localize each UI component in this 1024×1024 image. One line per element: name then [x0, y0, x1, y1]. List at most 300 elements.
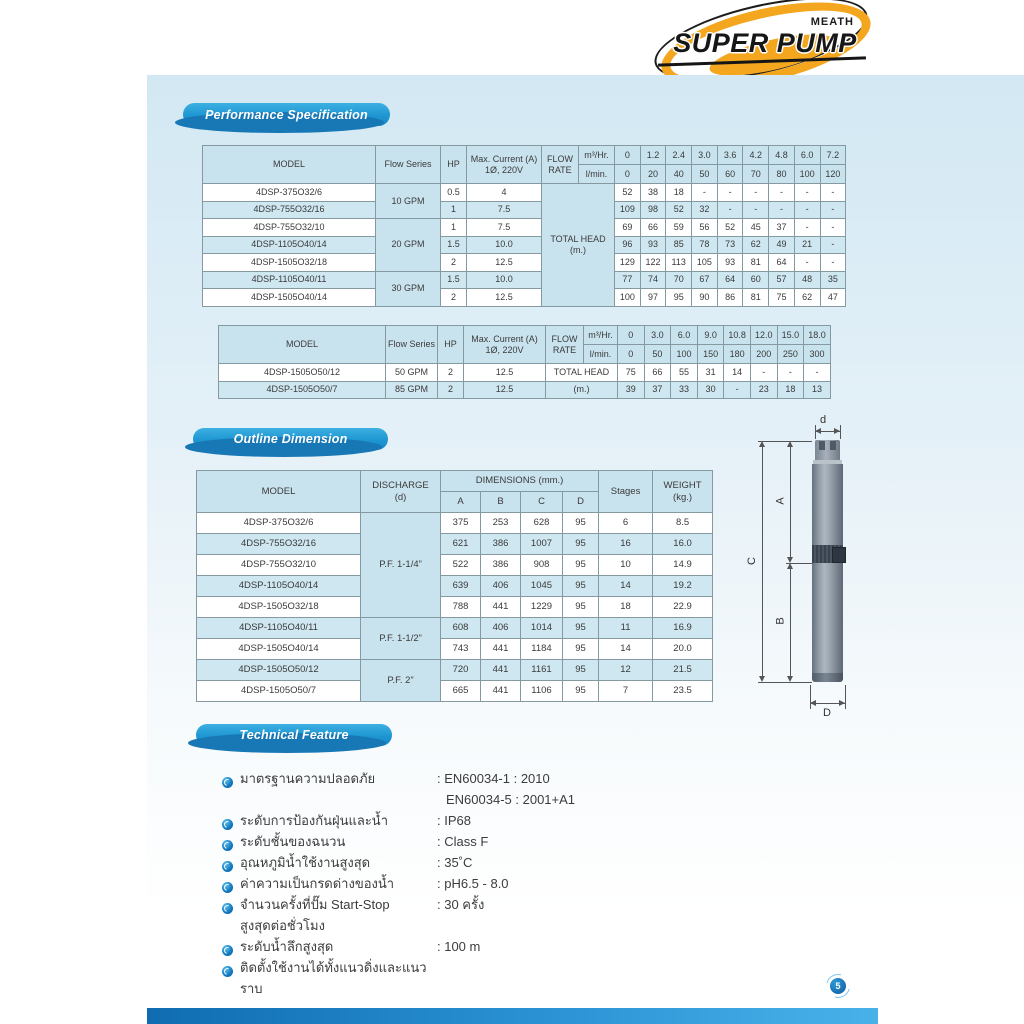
table-cell: 1106 [521, 681, 563, 702]
table-cell: 6.0 [671, 326, 698, 345]
table-cell: D [563, 492, 599, 513]
section-title-technical: Technical Feature [196, 724, 392, 746]
section-title-performance: Performance Specification [183, 103, 390, 126]
feature-label: ระดับชั้นของฉนวน [240, 834, 346, 849]
feature-label: มาตรฐานความปลอดภัย [240, 771, 376, 786]
table-cell: 0 [618, 345, 645, 364]
table-cell: - [794, 201, 820, 219]
performance-table-1 [202, 145, 846, 307]
table-cell: - [820, 236, 846, 254]
table-row [203, 219, 846, 237]
table-cell: 35 [820, 271, 846, 289]
table-row [197, 618, 713, 639]
table-cell: - [794, 254, 820, 272]
table-cell: 4DSP-1105O40/14 [203, 236, 376, 254]
dim-label-a: A [774, 497, 787, 505]
dim-ext-line [840, 425, 841, 439]
table-cell: 62 [794, 289, 820, 307]
table-cell: - [717, 184, 743, 202]
table-cell: 95 [563, 576, 599, 597]
table-cell: HP [441, 146, 467, 184]
table-cell: 4.2 [743, 146, 769, 165]
dim-ext-line [758, 682, 812, 683]
logo-brand-text: SUPER PUMP [673, 28, 857, 58]
table-cell: 100 [671, 345, 698, 364]
table-cell: 1.2 [640, 146, 666, 165]
table-cell: 64 [717, 271, 743, 289]
feature-row [222, 957, 842, 999]
table-cell: 0 [615, 146, 641, 165]
table-cell: - [769, 201, 795, 219]
table-cell: MODEL [203, 146, 376, 184]
table-cell: 18.0 [804, 326, 831, 345]
table-cell: 12 [599, 660, 653, 681]
table-cell: 18 [666, 184, 692, 202]
feature-value: : IP68 [437, 813, 471, 828]
dim-ext-line [845, 685, 846, 709]
table-cell: 70 [743, 165, 769, 184]
table-cell: 4DSP-755O32/10 [197, 555, 361, 576]
table-cell: 37 [644, 381, 671, 399]
performance-table-2 [218, 325, 831, 399]
table-cell: - [820, 254, 846, 272]
table-cell: 441 [481, 639, 521, 660]
table-cell: (m.) [546, 381, 618, 399]
swirl-bullet-icon [222, 882, 233, 893]
table-row [219, 381, 831, 399]
feature-row [222, 936, 842, 957]
table-cell: 55 [671, 364, 698, 382]
dim-ext-line [758, 441, 812, 442]
table-cell: - [820, 184, 846, 202]
dim-label-d-bottom: D [823, 707, 831, 719]
table-cell: 10.0 [467, 271, 542, 289]
table-cell: 665 [441, 681, 481, 702]
table-cell: 52 [615, 184, 641, 202]
table-cell: 23 [750, 381, 777, 399]
feature-value: : pH6.5 - 8.0 [437, 876, 509, 891]
table-cell: TOTAL HEAD [546, 364, 618, 382]
table-cell: 14 [599, 576, 653, 597]
table-cell: 18 [777, 381, 804, 399]
table-cell: 7.2 [820, 146, 846, 165]
table-cell: 23.5 [653, 681, 713, 702]
table-cell: 81 [743, 254, 769, 272]
table-cell: 1014 [521, 618, 563, 639]
table-cell: 96 [615, 236, 641, 254]
table-cell: 441 [481, 597, 521, 618]
table-cell: 0 [615, 165, 641, 184]
table-cell: 16.9 [653, 618, 713, 639]
table-cell: 75 [769, 289, 795, 307]
feature-label: ระดับน้ำลึกสูงสุด [240, 939, 334, 954]
table-cell: 7.5 [467, 219, 542, 237]
table-cell: 908 [521, 555, 563, 576]
table-cell: FLOW RATE [542, 146, 579, 184]
table-cell: WEIGHT (kg.) [653, 471, 713, 513]
table-cell: 60 [717, 165, 743, 184]
feature-value: : Class F [437, 834, 489, 849]
table-row [203, 146, 846, 165]
table-cell: 3.0 [644, 326, 671, 345]
table-cell: 10 GPM [376, 184, 441, 219]
technical-feature-list [222, 768, 842, 999]
table-cell: 12.5 [467, 254, 542, 272]
table-cell: 60 [743, 271, 769, 289]
feature-label: ติดตั้งใช้งานได้ทั้งแนวดิ่งและแนวราบ [240, 960, 427, 996]
table-cell: 4 [467, 184, 542, 202]
table-cell: 16.0 [653, 534, 713, 555]
table-cell: 2.4 [666, 146, 692, 165]
table-cell: 4DSP-1505O50/7 [197, 681, 361, 702]
table-cell: A [441, 492, 481, 513]
pump-cable-box [832, 547, 846, 563]
table-cell: 20.0 [653, 639, 713, 660]
page-number: 5 [835, 981, 841, 991]
table-cell: 22.9 [653, 597, 713, 618]
table-cell: P.F. 1-1/2” [361, 618, 441, 660]
table-cell: 95 [563, 555, 599, 576]
table-cell: 73 [717, 236, 743, 254]
table-cell: 1045 [521, 576, 563, 597]
table-cell: 0 [618, 326, 645, 345]
table-cell: 253 [481, 513, 521, 534]
table-cell: 14 [724, 364, 751, 382]
table-cell: 90 [692, 289, 718, 307]
table-cell: 3.0 [692, 146, 718, 165]
table-cell: 66 [644, 364, 671, 382]
table-cell: 45 [743, 219, 769, 237]
table-cell: 120 [820, 165, 846, 184]
table-cell: 70 [666, 271, 692, 289]
table-cell: 105 [692, 254, 718, 272]
table-cell: - [769, 184, 795, 202]
table-cell: 11 [599, 618, 653, 639]
table-cell: 3.6 [717, 146, 743, 165]
table-cell: 0.5 [441, 184, 467, 202]
table-cell: MODEL [197, 471, 361, 513]
table-cell: 621 [441, 534, 481, 555]
table-cell: 95 [666, 289, 692, 307]
table-cell: 95 [563, 639, 599, 660]
table-cell: 50 [644, 345, 671, 364]
feature-label: อุณหภูมิน้ำใช้งานสูงสุด [240, 855, 371, 870]
table-row [197, 513, 713, 534]
table-cell: 85 [666, 236, 692, 254]
table-cell: l/min. [579, 165, 615, 184]
swirl-bullet-icon [222, 861, 233, 872]
table-cell: 10.8 [724, 326, 751, 345]
section-title-outline: Outline Dimension [193, 428, 388, 450]
table-cell: 14 [599, 639, 653, 660]
table-cell: 441 [481, 660, 521, 681]
swirl-bullet-icon [222, 819, 233, 830]
table-cell: - [750, 364, 777, 382]
table-cell: 200 [750, 345, 777, 364]
table-cell: l/min. [584, 345, 618, 364]
table-cell: 4DSP-1505O32/18 [197, 597, 361, 618]
table-cell: 13 [804, 381, 831, 399]
table-cell: 4DSP-375O32/6 [203, 184, 376, 202]
table-cell: 1161 [521, 660, 563, 681]
table-cell: - [820, 201, 846, 219]
feature-row [222, 810, 842, 831]
arrowhead-icon [759, 441, 765, 447]
table-cell: 6.0 [794, 146, 820, 165]
table-cell: 1 [441, 219, 467, 237]
table-row [197, 660, 713, 681]
feature-value: : 35˚C [437, 855, 473, 870]
table-cell: 8.5 [653, 513, 713, 534]
table-cell: P.F. 2” [361, 660, 441, 702]
table-cell: - [794, 184, 820, 202]
table-cell: 12.5 [467, 289, 542, 307]
table-cell: MODEL [219, 326, 386, 364]
feature-row [222, 894, 842, 936]
pump-outline-drawing [740, 415, 1024, 725]
content-panel [147, 75, 1024, 1008]
table-cell: 50 GPM [386, 364, 438, 382]
table-cell: 4DSP-755O32/10 [203, 219, 376, 237]
table-cell: 1.5 [441, 271, 467, 289]
table-row [197, 555, 713, 576]
table-cell: 30 [697, 381, 724, 399]
table-row [203, 254, 846, 272]
table-row [197, 534, 713, 555]
table-cell: 93 [640, 236, 666, 254]
table-cell: 93 [717, 254, 743, 272]
swirl-bullet-icon [222, 903, 233, 914]
dim-line-c [762, 443, 763, 680]
pump-upper-body [812, 464, 843, 545]
pump-cap [815, 440, 840, 460]
table-cell: 4DSP-1505O50/7 [219, 381, 386, 399]
table-row [197, 681, 713, 702]
arrowhead-icon [787, 676, 793, 682]
table-cell: 9.0 [697, 326, 724, 345]
dim-line-a [790, 443, 791, 561]
table-cell: 62 [743, 236, 769, 254]
table-cell: 386 [481, 534, 521, 555]
table-row [203, 271, 846, 289]
feature-row [222, 768, 842, 810]
table-cell: 20 [640, 165, 666, 184]
arrowhead-icon [810, 700, 816, 706]
table-cell: 69 [615, 219, 641, 237]
table-cell: 2 [438, 364, 464, 382]
table-cell: 97 [640, 289, 666, 307]
arrowhead-icon [834, 428, 840, 434]
table-cell: 18 [599, 597, 653, 618]
table-cell: 7 [599, 681, 653, 702]
table-cell: 77 [615, 271, 641, 289]
table-cell: 4DSP-1505O50/12 [219, 364, 386, 382]
table-cell: 95 [563, 681, 599, 702]
table-cell: 150 [697, 345, 724, 364]
table-cell: 10 [599, 555, 653, 576]
superpump-logo [650, 2, 878, 82]
dim-label-d: d [820, 414, 827, 426]
table-cell: 406 [481, 618, 521, 639]
table-cell: 1184 [521, 639, 563, 660]
table-cell: 2 [441, 254, 467, 272]
table-cell: DIMENSIONS (mm.) [441, 471, 599, 492]
table-cell: 1229 [521, 597, 563, 618]
swirl-bullet-icon [222, 840, 233, 851]
table-cell: 16 [599, 534, 653, 555]
table-cell: - [743, 201, 769, 219]
pump-lower-body [812, 563, 843, 673]
table-row [203, 201, 846, 219]
table-cell: 4DSP-1105O40/14 [197, 576, 361, 597]
table-cell: 67 [692, 271, 718, 289]
table-cell: 74 [640, 271, 666, 289]
table-cell: 300 [804, 345, 831, 364]
table-cell: 14.9 [653, 555, 713, 576]
table-cell: 100 [615, 289, 641, 307]
table-cell: 78 [692, 236, 718, 254]
table-cell: 375 [441, 513, 481, 534]
table-cell: 48 [794, 271, 820, 289]
table-cell: C [521, 492, 563, 513]
table-cell: 4DSP-1505O50/12 [197, 660, 361, 681]
table-cell: - [777, 364, 804, 382]
table-cell: 95 [563, 534, 599, 555]
table-cell: Max. Current (A) 1Ø, 220V [467, 146, 542, 184]
table-cell: 12.5 [464, 381, 546, 399]
feature-value: : 100 m [437, 939, 481, 954]
table-row [219, 364, 831, 382]
table-cell: 64 [769, 254, 795, 272]
table-cell: 628 [521, 513, 563, 534]
arrowhead-icon [815, 428, 821, 434]
table-cell: 19.2 [653, 576, 713, 597]
table-cell: 49 [769, 236, 795, 254]
table-cell: 788 [441, 597, 481, 618]
dim-line-b [790, 565, 791, 680]
table-cell: 250 [777, 345, 804, 364]
table-cell: 50 [692, 165, 718, 184]
table-row [197, 639, 713, 660]
table-cell: 66 [640, 219, 666, 237]
table-cell: 113 [666, 254, 692, 272]
table-row [203, 236, 846, 254]
swirl-bullet-icon [222, 945, 233, 956]
table-cell: 57 [769, 271, 795, 289]
feature-label: จำนวนครั้งที่ปั๊ม Start-Stop สูงสุดต่อชั่วโมง [240, 897, 390, 933]
table-cell: 386 [481, 555, 521, 576]
table-cell: 4DSP-1505O40/14 [197, 639, 361, 660]
table-cell: 85 GPM [386, 381, 438, 399]
table-cell: 86 [717, 289, 743, 307]
table-cell: 32 [692, 201, 718, 219]
table-cell: 4.8 [769, 146, 795, 165]
dim-label-c: C [745, 557, 758, 565]
dimension-table [196, 470, 713, 702]
table-cell: 608 [441, 618, 481, 639]
feature-row [222, 852, 842, 873]
table-cell: m³/Hr. [579, 146, 615, 165]
feature-row [222, 873, 842, 894]
table-cell: 4DSP-755O32/16 [197, 534, 361, 555]
table-cell: 1007 [521, 534, 563, 555]
table-cell: 7.5 [467, 201, 542, 219]
swirl-bullet-icon [222, 777, 233, 788]
table-cell: 4DSP-1105O40/11 [197, 618, 361, 639]
table-cell: - [804, 364, 831, 382]
table-cell: Flow Series [386, 326, 438, 364]
table-cell: 81 [743, 289, 769, 307]
table-cell: DISCHARGE (d) [361, 471, 441, 513]
table-cell: - [692, 184, 718, 202]
table-cell: HP [438, 326, 464, 364]
table-cell: 10.0 [467, 236, 542, 254]
table-cell: 180 [724, 345, 751, 364]
table-cell: 30 GPM [376, 271, 441, 306]
table-cell: 406 [481, 576, 521, 597]
table-cell: - [717, 201, 743, 219]
table-cell: 122 [640, 254, 666, 272]
table-cell: 2 [441, 289, 467, 307]
table-cell: 109 [615, 201, 641, 219]
table-cell: 59 [666, 219, 692, 237]
table-cell: FLOW RATE [546, 326, 584, 364]
table-cell: 80 [769, 165, 795, 184]
table-cell: 95 [563, 513, 599, 534]
table-cell: 21.5 [653, 660, 713, 681]
table-cell: Max. Current (A) 1Ø, 220V [464, 326, 546, 364]
table-cell: 743 [441, 639, 481, 660]
table-cell: 129 [615, 254, 641, 272]
arrowhead-icon [787, 441, 793, 447]
table-row [203, 289, 846, 307]
table-row [197, 597, 713, 618]
table-cell: 56 [692, 219, 718, 237]
table-cell: m³/Hr. [584, 326, 618, 345]
table-cell: 12.0 [750, 326, 777, 345]
table-cell: 6 [599, 513, 653, 534]
table-cell: 75 [618, 364, 645, 382]
table-cell: 37 [769, 219, 795, 237]
feature-value [437, 957, 842, 999]
table-cell: 95 [563, 597, 599, 618]
arrowhead-icon [759, 676, 765, 682]
table-cell: P.F. 1-1/4” [361, 513, 441, 618]
pump-foot [812, 673, 843, 682]
feature-value: : EN60034-1 : 2010 EN60034-5 : 2001+A1 [437, 771, 576, 807]
table-cell: 33 [671, 381, 698, 399]
table-cell: - [724, 381, 751, 399]
arrowhead-icon [839, 700, 845, 706]
table-cell: 52 [717, 219, 743, 237]
table-cell: 720 [441, 660, 481, 681]
footer-bar [147, 1008, 878, 1024]
table-cell: TOTAL HEAD (m.) [542, 184, 615, 307]
table-cell: 98 [640, 201, 666, 219]
table-cell: 4DSP-1505O40/14 [203, 289, 376, 307]
table-cell: 52 [666, 201, 692, 219]
table-cell: 39 [618, 381, 645, 399]
table-cell: - [743, 184, 769, 202]
table-cell: 95 [563, 618, 599, 639]
table-cell: 15.0 [777, 326, 804, 345]
feature-label: ระดับการป้องกันฝุ่นและน้ำ [240, 813, 388, 828]
feature-label: ค่าความเป็นกรดด่างของน้ำ [240, 876, 395, 891]
dim-label-b: B [774, 617, 787, 625]
swirl-bullet-icon [222, 966, 233, 977]
table-cell: 1.5 [441, 236, 467, 254]
table-cell: 522 [441, 555, 481, 576]
